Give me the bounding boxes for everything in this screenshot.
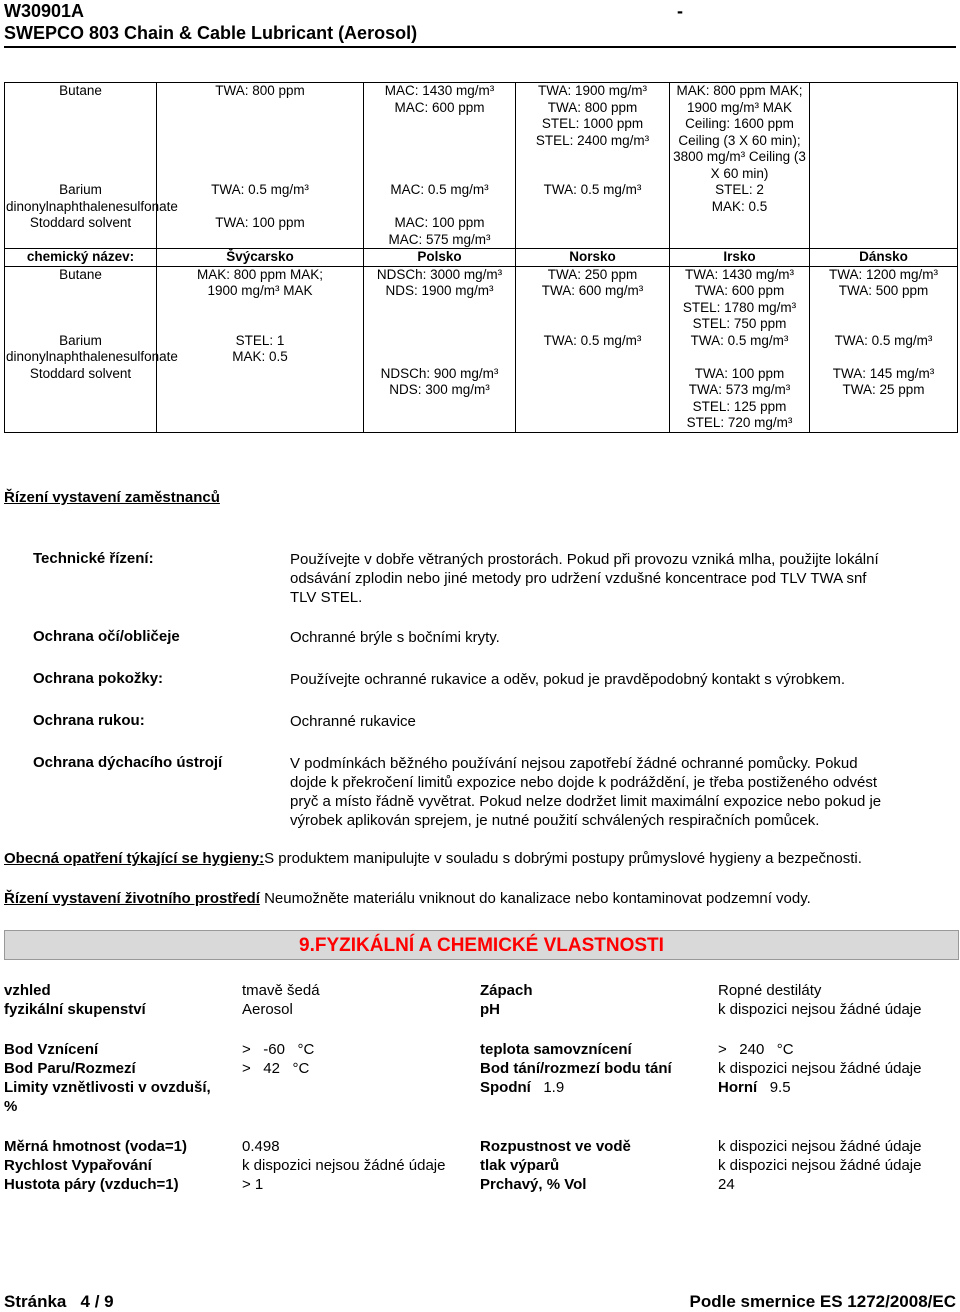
regulation-reference: Podle smernice ES 1272/2008/EC (689, 1292, 956, 1311)
eye-protection-label: Ochrana očí/obličeje (33, 628, 180, 645)
specific-gravity-label: Měrná hmotnost (voda=1) (4, 1138, 187, 1155)
cell-line: TWA: 600 ppm (694, 283, 785, 298)
limit-value-cell (157, 366, 364, 433)
cell-line: STEL: 2 (715, 182, 764, 197)
physical-state-label: fyzikální skupenství (4, 1001, 146, 1018)
respiratory-protection-label: Ochrana dýchacího ústrojí (33, 754, 223, 771)
ph-label: pH (480, 1001, 500, 1018)
cell-line: TWA: 800 ppm (547, 99, 638, 115)
boiling-point-value: > 42 °C (242, 1060, 310, 1077)
skin-protection-text: Používejte ochranné rukavice a oděv, pokud je pravděpodobný kontakt s výrobkem. (290, 671, 846, 688)
column-header: Dánsko (810, 249, 958, 267)
limit-value-cell (810, 366, 958, 433)
cell-line: Barium (59, 332, 102, 348)
empty-cell (810, 83, 958, 183)
cell-line: Butane (59, 266, 102, 282)
cell-line: TWA: 100 ppm (694, 365, 785, 381)
specific-gravity-value: 0.498 (242, 1138, 280, 1155)
cell-line: dinonylnaphthalenesulfonate (6, 198, 178, 214)
cell-line: MAC: 575 mg/m³ (388, 231, 491, 247)
chemical-name-cell (5, 332, 178, 366)
table-row (5, 215, 958, 249)
hand-protection-text: Ochranné rukavice (290, 713, 416, 730)
cell-line: NDSCh: 3000 mg/m³ (376, 266, 503, 282)
water-solubility-value: k dispozici nejsou žádné údaje (718, 1138, 922, 1155)
cell-line: MAK: 0.5 (232, 349, 288, 364)
hand-protection-label: Ochrana rukou: (33, 712, 145, 729)
limit-value-cell (670, 83, 810, 183)
cell-line: MAC: 1430 mg/m³ (384, 83, 495, 98)
volatile-value: 24 (718, 1176, 735, 1193)
limit-value-cell (670, 266, 810, 333)
evaporation-rate-value: k dispozici nejsou žádné údaje (242, 1157, 446, 1174)
limit-value-cell (157, 215, 364, 249)
cell-line: STEL: 1780 mg/m³ (682, 299, 797, 315)
autoignition-label: teplota samovznícení (480, 1041, 632, 1058)
limit-value-cell (516, 215, 670, 249)
empty-cell (810, 182, 958, 215)
cell-line: TWA: 1200 mg/m³ (828, 266, 939, 282)
cell-line: Ceiling: 1600 ppm (685, 116, 794, 131)
limit-value-cell (810, 333, 958, 366)
limit-value-cell (670, 333, 810, 366)
melting-point-label: Bod tání/rozmezí bodu tání (480, 1060, 672, 1077)
autoignition-value: > 240 °C (718, 1041, 794, 1058)
flash-point-value: > -60 °C (242, 1041, 315, 1058)
limit-value-cell (364, 266, 516, 333)
table-header-row (5, 249, 958, 267)
cell-line: NDSCh: 900 mg/m³ (380, 365, 499, 381)
cell-line: TWA: 250 ppm (547, 266, 638, 282)
cell-line: STEL: 1 (235, 332, 285, 348)
cell-line: STEL: 1000 ppm (541, 116, 644, 131)
cell-line: Stoddard solvent (29, 215, 132, 230)
chemical-name-cell (5, 215, 157, 249)
cell-line: TWA: 0.5 mg/m³ (690, 332, 789, 348)
section-9-title: 9.FYZIKÁLNÍ A CHEMICKÉ VLASTNOSTI (299, 935, 664, 956)
cell-line: TWA: 800 ppm (215, 83, 305, 98)
cell-line: Butane (59, 83, 102, 98)
limit-value-cell (516, 182, 670, 215)
cell-line: Ceiling (3 X 60 min); (678, 132, 801, 148)
lower-limit: Spodní 1.9 (480, 1079, 565, 1096)
table-row (5, 366, 958, 433)
cell-line: TWA: 145 mg/m³ (832, 365, 935, 381)
header-dash: - (677, 1, 683, 21)
page-number: Stránka 4 / 9 (4, 1292, 114, 1311)
cell-line: Barium (59, 182, 102, 197)
cell-line: TWA: 25 ppm (842, 382, 925, 397)
cell-line: dinonylnaphthalenesulfonate (6, 349, 178, 364)
limit-value-cell (670, 182, 810, 215)
table-row (5, 182, 958, 215)
limit-value-cell (516, 333, 670, 366)
evaporation-rate-label: Rychlost Vypařování (4, 1157, 152, 1174)
ph-value: k dispozici nejsou žádné údaje (718, 1001, 922, 1018)
product-name: SWEPCO 803 Chain & Cable Lubricant (Aerosol) (4, 23, 418, 43)
limit-value-cell (810, 266, 958, 333)
document-code: W30901A (4, 1, 85, 21)
odor-label: Zápach (480, 982, 533, 999)
cell-line: MAK: 800 ppm MAK; (676, 83, 803, 98)
limit-value-cell (670, 366, 810, 433)
cell-line: TWA: 500 ppm (838, 283, 929, 298)
water-solubility-label: Rozpustnost ve vodě (480, 1138, 631, 1155)
cell-line: TWA: 1900 mg/m³ (537, 83, 648, 98)
cell-line: X 60 min) (710, 165, 769, 181)
cell-line: TWA: 600 mg/m³ (541, 283, 644, 298)
column-header: chemický název: (5, 249, 157, 267)
cell-line: Stoddard solvent (29, 365, 132, 381)
technical-control-label: Technické řízení: (33, 550, 154, 567)
table-row (5, 83, 958, 183)
limit-value-cell (364, 182, 516, 215)
cell-line: STEL: 750 ppm (692, 316, 787, 331)
chemical-name-cell (5, 366, 157, 433)
odor-value: Ropné destiláty (718, 982, 822, 999)
section-9-band (4, 930, 959, 960)
hygiene-measures: Obecná opatření týkající se hygieny:S produktem manipulujte v souladu s dobrými postupy průmyslové hygieny a bezpečnosti. (4, 850, 862, 867)
exposure-limits-table (4, 82, 958, 433)
chemical-name-cell (5, 182, 178, 215)
column-header: Norsko (516, 249, 670, 267)
limit-value-cell (516, 366, 670, 433)
column-header: Švýcarsko (157, 249, 364, 267)
limit-value-cell (157, 266, 364, 333)
table-row (5, 333, 958, 366)
limit-value-cell (157, 333, 364, 366)
chemical-name-cell (5, 266, 157, 333)
cell-line: TWA: 0.5 mg/m³ (211, 182, 309, 197)
cell-line: MAC: 600 ppm (394, 99, 485, 115)
column-header: Polsko (364, 249, 516, 267)
physical-state-value: Aerosol (242, 1001, 293, 1018)
environmental-controls: Řízení vystavení životního prostředí Neumožněte materiálu vniknout do kanalizace nebo kontaminovat podzemní vody. (4, 890, 811, 907)
limit-value-cell (157, 182, 364, 215)
cell-line: MAC: 100 ppm (394, 215, 485, 230)
appearance-value: tmavě šedá (242, 982, 320, 999)
vapor-pressure-label: tlak výparů (480, 1157, 560, 1174)
table-row (5, 266, 958, 333)
respiratory-protection-text: V podmínkách běžného používání nejsou zapotřebí žádné ochranné pomůcky. Pokud dojde k překročení limitů expozice nebo dojde k podráždění, je třeba postiženého odvést pryč a místo řádně vyvětrat. Pokud nelze dodržet limit maximální expozice nebo pokud je výrobek aplikován sprejem, je nutné použití schválených respiračních pomůcek. (290, 755, 882, 829)
limit-value-cell (364, 366, 516, 433)
cell-line: TWA: 100 ppm (215, 215, 305, 230)
cell-line: 1900 mg/m³ MAK (686, 99, 793, 115)
cell-line: TWA: 0.5 mg/m³ (543, 332, 642, 348)
limit-value-cell (364, 83, 516, 183)
chemical-name-cell (5, 83, 157, 183)
vapor-density-label: Hustota páry (vzduch=1) (4, 1176, 179, 1193)
header-rule (4, 46, 956, 48)
cell-line: TWA: 0.5 mg/m³ (543, 182, 642, 197)
boiling-point-label: Bod Paru/Rozmezí (4, 1060, 136, 1077)
cell-line: 1900 mg/m³ MAK (207, 283, 313, 298)
exposure-controls-title: Řízení vystavení zaměstnanců (4, 489, 220, 506)
upper-limit: Horní 9.5 (718, 1079, 791, 1096)
cell-line: MAC: 0.5 mg/m³ (390, 182, 489, 197)
cell-line: TWA: 1430 mg/m³ (684, 266, 795, 282)
appearance-label: vzhled (4, 982, 51, 999)
cell-line: TWA: 0.5 mg/m³ (834, 332, 933, 348)
cell-line: STEL: 125 ppm (692, 398, 787, 414)
column-header: Irsko (670, 249, 810, 267)
cell-line: STEL: 720 mg/m³ (686, 415, 793, 430)
vapor-density-value: > 1 (242, 1176, 264, 1193)
limit-value-cell (364, 215, 516, 249)
cell-line: STEL: 2400 mg/m³ (535, 132, 650, 148)
eye-protection-text: Ochranné brýle s bočními kryty. (290, 629, 500, 646)
cell-line: TWA: 573 mg/m³ (688, 382, 791, 397)
flash-point-label: Bod Vznícení (4, 1041, 99, 1058)
limit-value-cell (516, 266, 670, 333)
melting-point-value: k dispozici nejsou žádné údaje (718, 1060, 922, 1077)
volatile-label: Prchavý, % Vol (480, 1176, 587, 1193)
limit-value-cell (157, 83, 364, 183)
flammability-limits-label: Limity vznětlivosti v ovzduší, % (4, 1079, 211, 1115)
skin-protection-label: Ochrana pokožky: (33, 670, 164, 687)
limit-value-cell (516, 83, 670, 183)
cell-line: NDS: 300 mg/m³ (389, 382, 490, 397)
cell-line: MAK: 800 ppm MAK; (196, 266, 324, 282)
cell-line: NDS: 1900 mg/m³ (385, 283, 494, 298)
empty-cell (810, 215, 958, 249)
limit-value-cell (364, 333, 516, 366)
cell-line: MAK: 0.5 (711, 198, 768, 214)
vapor-pressure-value: k dispozici nejsou žádné údaje (718, 1157, 922, 1174)
technical-control-text: Používejte v dobře větraných prostorách. Pokud při provozu vzniká mlha, použijte lokální odsávání zplodin nebo jiné metody pro udržení vzdušné koncentrace pod TLV TWA snf TLV STEL. (290, 551, 879, 606)
limit-value-cell (670, 215, 810, 249)
cell-line: 3800 mg/m³ Ceiling (3 (673, 149, 806, 164)
